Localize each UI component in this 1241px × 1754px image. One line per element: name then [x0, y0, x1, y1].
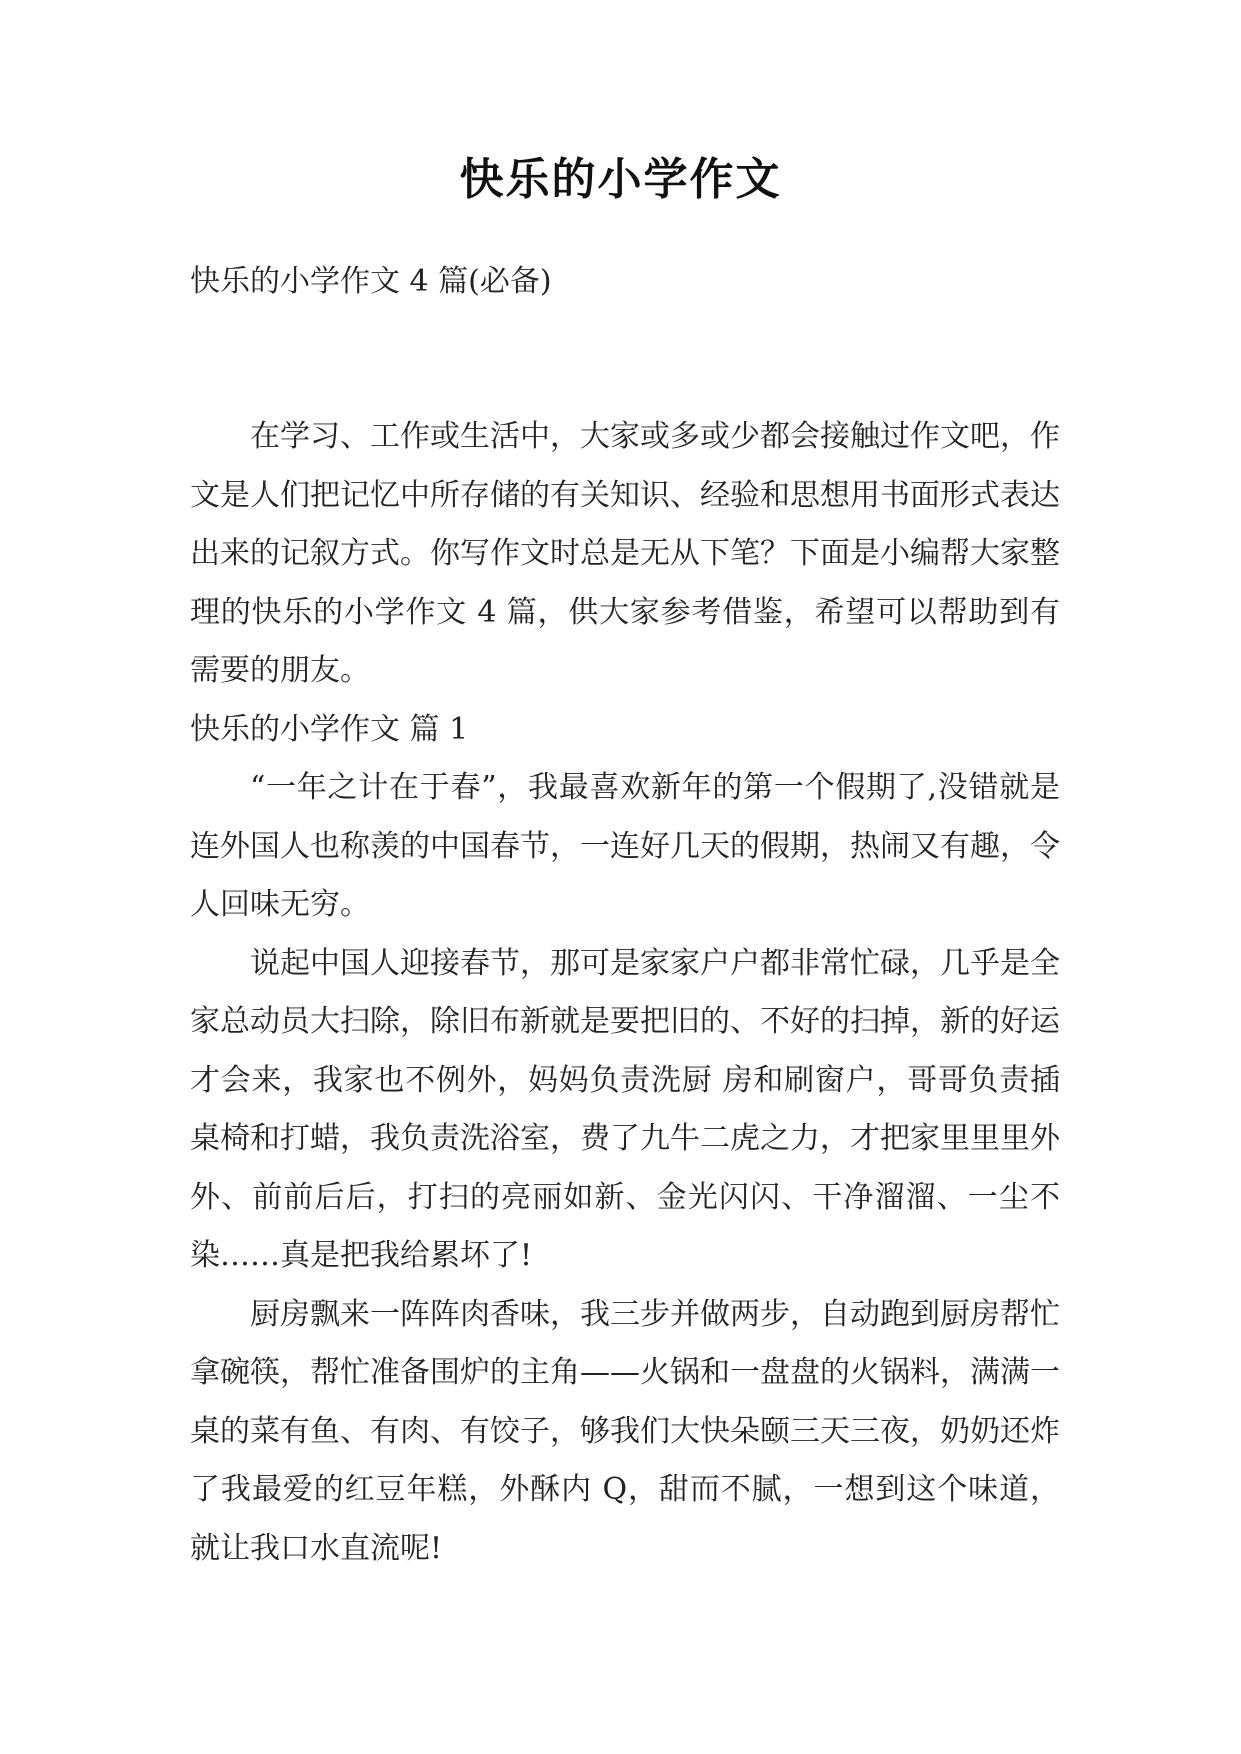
section-heading: 快乐的小学作文 篇 1: [190, 711, 469, 747]
document-title: 快乐的小学作文: [459, 154, 782, 205]
document-subtitle: 快乐的小学作文 4 篇(必备): [190, 264, 552, 299]
body-paragraph: 说起中国人迎接春节，那可是家家户户都非常忙碌，几乎是全家总动员大扫除，除旧布新就是要把旧的、不好的扫掉，新的好运才会来，我家也不例外，妈妈负责洗厨 房和刷窗户，哥哥负责插桌椅和打蜡，我负责洗浴室，费了九牛二虎之力，才把家里里里外外、前前后后，打扫的亮丽如新、金光闪闪、干净溜溜、一尘不 染……真是把我给累坏了!: [190, 945, 1060, 1273]
body-paragraph: “一年之计在于春”，我最喜欢新年的第一个假期了,没错就是连外国人也称羡的中国春节，一连好几天的假期，热闹又有趣，令人回味无穷。: [190, 770, 1060, 922]
body-paragraph: 厨房飘来一阵阵肉香味，我三步并做两步，自动跑到厨房帮忙拿碗筷，帮忙准备围炉的主角——火锅和一盘盘的火锅料，满满一桌的菜有鱼、有肉、有饺子，够我们大快朵颐三天三夜，奶奶还炸了我最爱的红豆年糕，外酥内 Q，甜而不腻，一想到这个味道，就让我口水直流呢!: [190, 1296, 1060, 1566]
intro-paragraph: 在学习、工作或生活中，大家或多或少都会接触过作文吧，作文是人们把记忆中所存储的有关知识、经验和思想用书面形式表达出来的记叙方式。你写作文时总是无从下笔？下面是小编帮大家整理的快乐的小学作文 4 篇，供大家参考借鉴，希望可以帮助到有需要的朋友。: [190, 419, 1060, 688]
document-body: [190, 408, 1060, 1578]
